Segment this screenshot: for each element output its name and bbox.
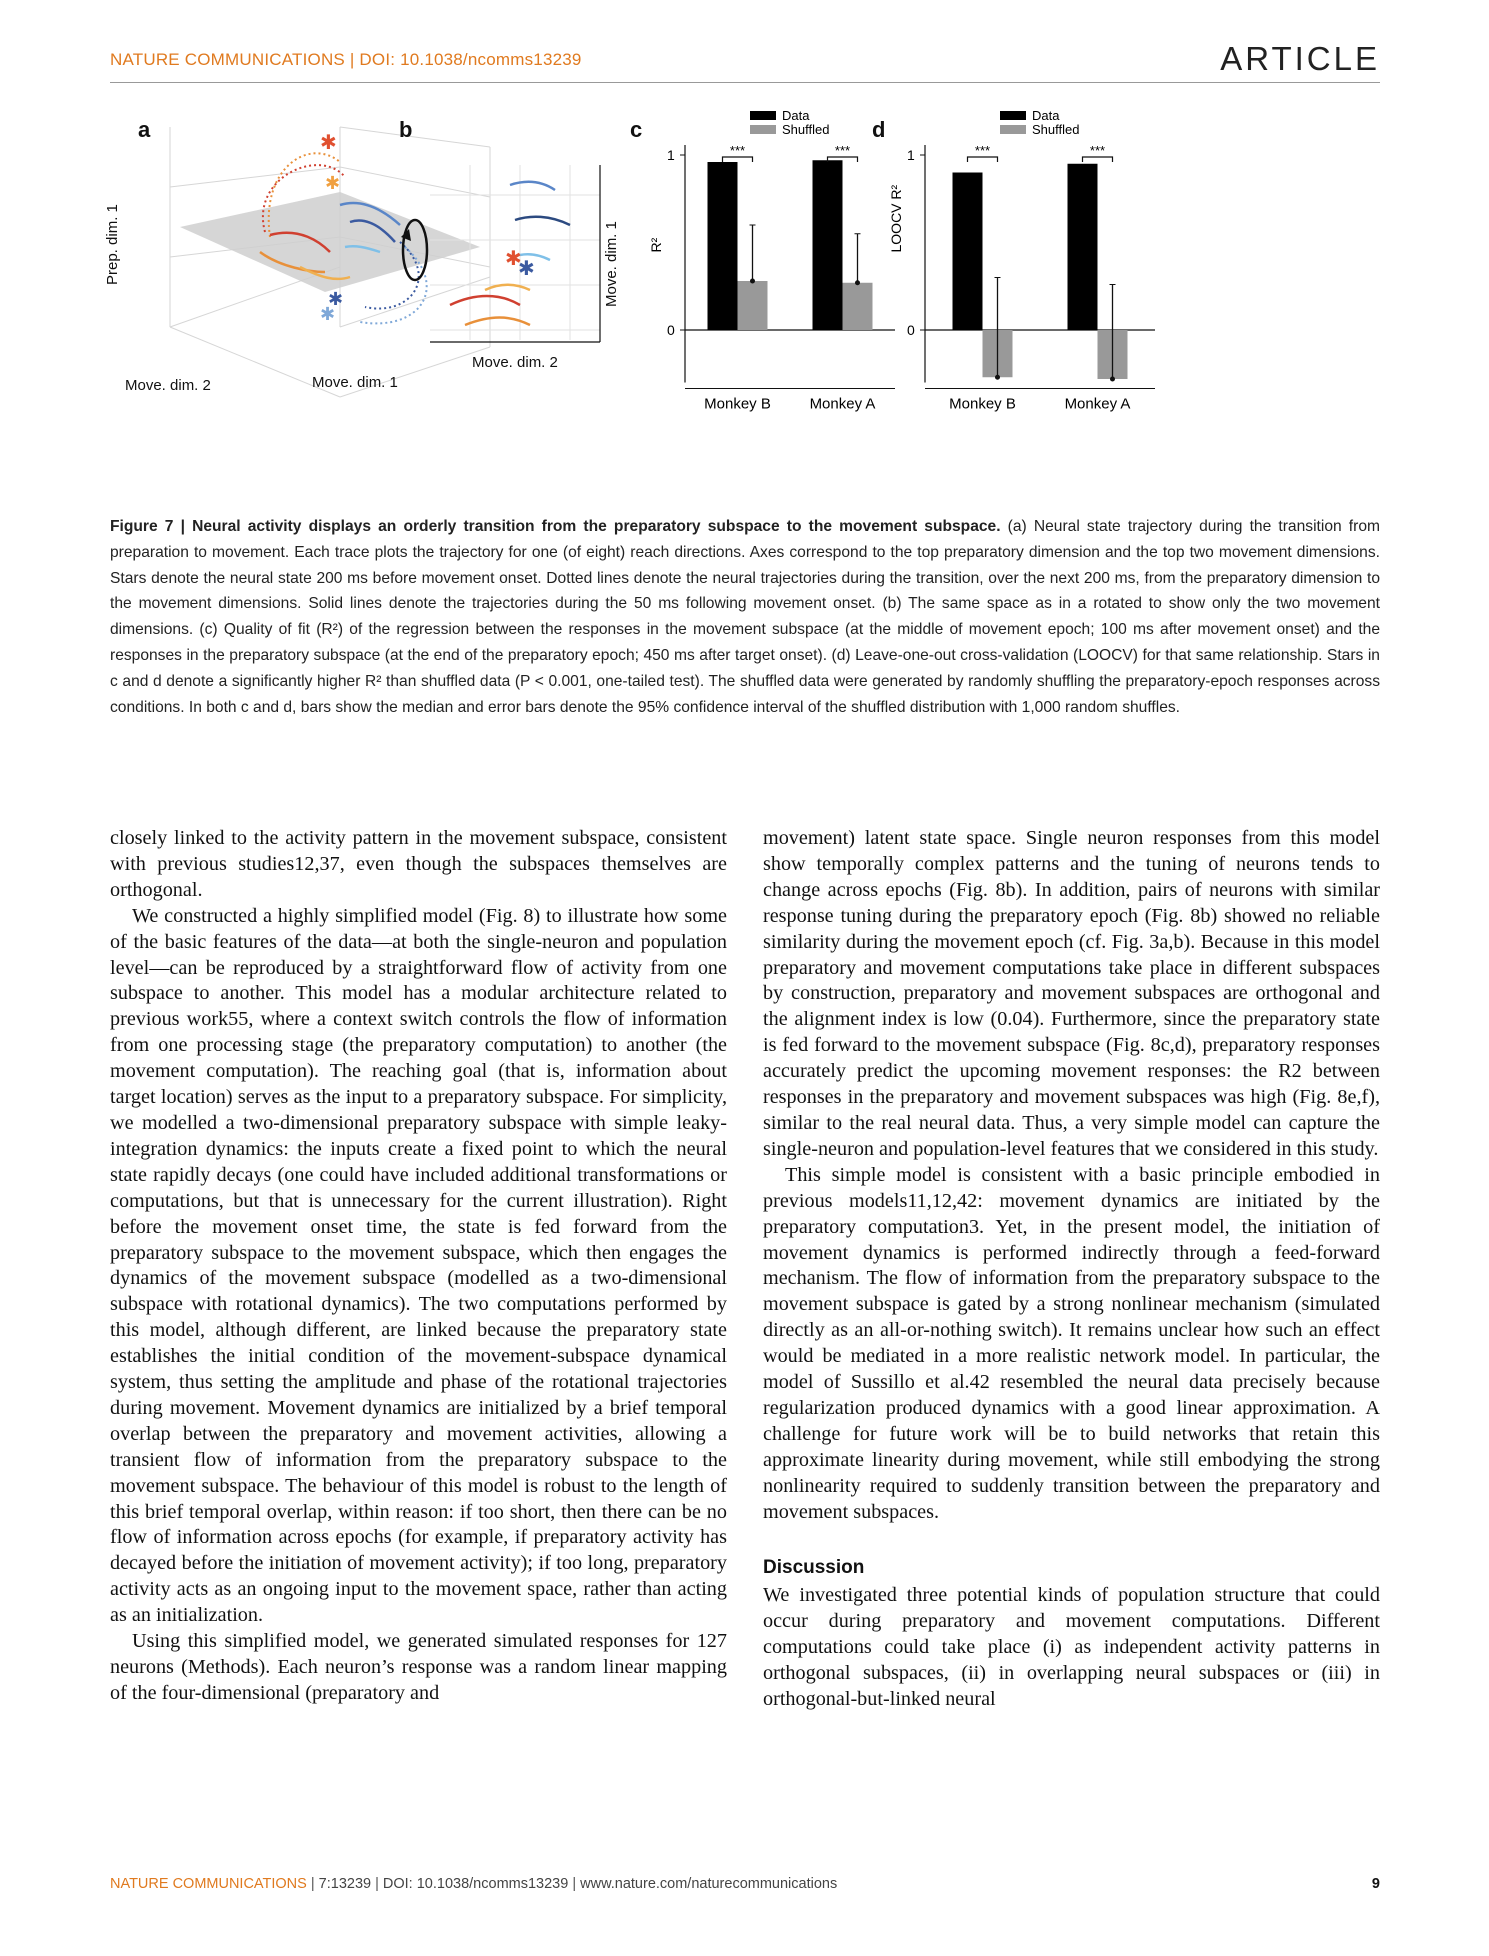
caption-body: (a) Neural state trajectory during the transition from preparation to movement. Each trace plots the trajectory for one (of eight) reach directions. Axes correspond to the top preparatory dimension and the top two movement dimensions. Stars denote the neural state 200 ms before movement onset. Dotted lines denote the neural trajectories during the transition, over the next 200 ms, from the preparatory dimension to the movement dimensions. Solid lines denote the trajectories during the 50 ms following movement onset. (b) The same space as in a rotated to show only the two movement dimensions. (c) Quality of fit (R²) of the regression between the responses in the movement subspace (at the middle of movement epoch; 100 ms after movement onset) and the responses in the preparatory subspace (at the end of the preparatory epoch; 450 ms after target onset). (d) Leave-one-out cross-validation (LOOCV) for that same relationship. Stars in c and d denote a significantly higher R² than shuffled data (P < 0.001, one-tailed test). The shuffled data were generated by randomly shuffling the preparatory-epoch responses across conditions. In both c and d, bars show the median and error bars denote the 95% confidence interval of the shuffled distribution with 1,000 random shuffles.	[110, 518, 1380, 716]
legend-swatch-shuffled	[750, 125, 776, 134]
significance-stars: ***	[974, 143, 991, 158]
median-dot	[995, 375, 1000, 380]
median-dot	[855, 280, 860, 285]
tick-label-1: 1	[907, 147, 915, 163]
header-rule	[110, 82, 1380, 83]
significance-stars: ***	[834, 143, 851, 158]
figure-7	[104, 108, 1380, 500]
bar-data	[813, 160, 843, 330]
median-dot	[1110, 377, 1115, 382]
category-label: Monkey B	[949, 395, 1016, 413]
figure-caption	[110, 514, 1380, 720]
caption-title: Figure 7 | Neural activity displays an orderly transition from the preparatory subspace to the movement subspace.	[110, 518, 1001, 535]
median-dot	[750, 279, 755, 284]
panel-a-x-axis-right: Move. dim. 1	[312, 374, 398, 391]
svg-text:✱: ✱	[320, 304, 336, 324]
page-number: 9	[1371, 1876, 1380, 1892]
tick-label-0: 0	[667, 322, 675, 338]
footer-volume: 7:13239	[318, 1876, 372, 1892]
legend-swatch-shuffled	[1000, 125, 1026, 134]
category-label: Monkey A	[809, 395, 876, 413]
category-label: Monkey B	[704, 395, 771, 413]
paragraph: We constructed a highly simplified model (Fig. 8) to illustrate how some of the basic features of the data—at both the single-neuron and population level—can be reproduced by a straightforward flow of activity from one subspace to another. This model has a modular architecture related to previous work55, where a context switch controls the flow of information from one processing stage (the preparatory computation) to another (the movement computation). The reaching goal (that is, information about target location) serves as the input to a preparatory subspace. For simplicity, we modelled a two-dimensional preparatory subspace with simple leaky-integration dynamics: the inputs create a fixed point to which the neural state rapidly decays (one could have included additional transformations or computations, but that is unnecessary for the current illustration). Right before the movement onset time, the state is fed forward from the preparatory subspace to the movement subspace, which then engages the dynamics of the movement subspace (modelled as a two-dimensional subspace with rotational dynamics). The two computations performed by this model, although different, are linked because the preparatory state establishes the initial condition of the movement-subspace dynamical system, thus setting the amplitude and phase of the rotational trajectories during movement. Movement dynamics are initialized by a brief temporal overlap between the preparatory and movement activities, allowing a transient flow of information from the preparatory subspace to the movement subspace. The behaviour of this model is robust to the length of this brief temporal overlap, within reason: if too short, then there can be no flow of information across epochs (for example, if preparatory activity has decayed before the initiation of movement activity); if too long, preparatory activity acts as an ongoing input to the movement space, rather than acting as an initialization.	[110, 904, 727, 1627]
legend-swatch-data	[1000, 111, 1026, 120]
section-heading-discussion: Discussion	[763, 1557, 865, 1579]
svg-text:✱: ✱	[328, 289, 344, 309]
svg-text:✱: ✱	[320, 132, 337, 154]
panel-a-y-axis-label: Prep. dim. 1	[104, 204, 121, 285]
bar-data	[953, 173, 983, 331]
running-header	[110, 40, 1380, 80]
tick-label-1: 1	[667, 147, 675, 163]
footer-journal: NATURE COMMUNICATIONS	[110, 1876, 307, 1892]
category-label: Monkey A	[1064, 395, 1131, 413]
panel-d-bar-chart	[870, 105, 1170, 413]
panel-d-label: d	[872, 117, 886, 142]
bar-data	[1068, 164, 1098, 330]
paragraph: We investigated three potential kinds of population structure that could occur during preparatory and movement computations. Different computations could take place (i) as independent activity patterns in orthogonal subspaces, (ii) in overlapping neural subspaces or (iii) in orthogonal-but-linked neural	[763, 1584, 1380, 1710]
legend-label-shuffled: Shuffled	[782, 122, 830, 137]
section-label: ARTICLE	[1220, 40, 1380, 77]
footer-url[interactable]: www.nature.com/naturecommunications	[580, 1876, 838, 1892]
legend-label-data: Data	[782, 108, 810, 123]
legend-label-shuffled: Shuffled	[1032, 122, 1080, 137]
panel-a-label: a	[138, 117, 151, 142]
panel-a-x-axis-left: Move. dim. 2	[125, 377, 211, 394]
y-axis-label: R²	[648, 237, 664, 253]
significance-stars: ***	[1089, 143, 1106, 158]
panel-c-label: c	[630, 117, 643, 142]
paragraph: movement) latent state space. Single neuron responses from this model show temporally complex patterns and the tuning of neurons tends to change across epochs (Fig. 8b). In addition, pairs of neurons with similar response tuning during the preparatory epoch (Fig. 8b) showed no reliable similarity during the movement epoch (cf. Fig. 3a,b). Because in this model preparatory and movement computations take place in different subspaces by construction, preparatory and movement subspaces are orthogonal and the alignment index is low (0.04). Furthermore, since the preparatory state is fed forward to the movement subspace (Fig. 8c,d), preparatory responses accurately predict the upcoming movement responses: the R2 between responses in the preparatory and movement subspaces was high (Fig. 8e,f), similar to the real neural data. Thus, a very simple model can capture the single-neuron and population-level features that we considered in this study.	[763, 827, 1380, 1160]
body-column-right	[763, 826, 1380, 1713]
panel-b-x-axis-label: Move. dim. 2	[472, 354, 558, 371]
significance-stars: ***	[729, 143, 746, 158]
bar-shuffled	[843, 283, 873, 330]
svg-text:✱: ✱	[325, 173, 341, 193]
rotation-icon	[395, 215, 435, 285]
paragraph: This simple model is consistent with a basic principle embodied in previous models11,12,42: movement dynamics are initiated by the preparatory computation3. Yet, in the present model, the initiation of movement dynamics is performed indirectly through a feed-forward mechanism. The flow of information from the preparatory subspace to the movement subspace is gated by a strong nonlinear mechanism (simulated directly as an all-or-nothing switch). It remains unclear how such an effect would be mediated in a more realistic network model. In particular, the model of Sussillo et al.42 resembled the neural data precisely because regularization produced dynamics with a good linear approximation. A challenge for future work will be to build networks that retain this approximate linearity during movement, while still embodying the strong nonlinearity required to suddenly transition between the preparatory and movement subspaces.	[763, 1163, 1380, 1523]
footer-doi: DOI: 10.1038/ncomms13239	[382, 1876, 569, 1892]
y-axis-label: LOOCV R²	[888, 184, 904, 253]
bar-data	[708, 162, 738, 330]
paragraph: closely linked to the activity pattern in the movement subspace, consistent with previous studies12,37, even though the subspaces themselves are orthogonal.	[110, 827, 727, 901]
bar-shuffled	[738, 281, 768, 330]
panel-b-label: b	[399, 117, 413, 142]
panel-b-y-axis-label: Move. dim. 1	[603, 221, 620, 307]
legend-swatch-data	[750, 111, 776, 120]
tick-label-0: 0	[907, 322, 915, 338]
paragraph: Using this simplified model, we generated simulated responses for 127 neurons (Methods). Each neuron’s response was a random linear mapping of the four-dimensional (preparatory and	[110, 1630, 727, 1704]
page-footer: NATURE COMMUNICATIONS | 7:13239 | DOI: 10.1038/ncomms13239 | www.nature.com/naturecommunications 9	[110, 1876, 1380, 1892]
body-column-left	[110, 826, 727, 1707]
legend-label-data: Data	[1032, 108, 1060, 123]
svg-text:✱: ✱	[505, 248, 522, 270]
svg-text:✱: ✱	[518, 258, 535, 280]
panel-b-2d-plot	[430, 165, 610, 345]
journal-doi-header: NATURE COMMUNICATIONS | DOI: 10.1038/ncomms13239	[110, 50, 582, 69]
panel-c-bar-chart	[630, 105, 910, 413]
